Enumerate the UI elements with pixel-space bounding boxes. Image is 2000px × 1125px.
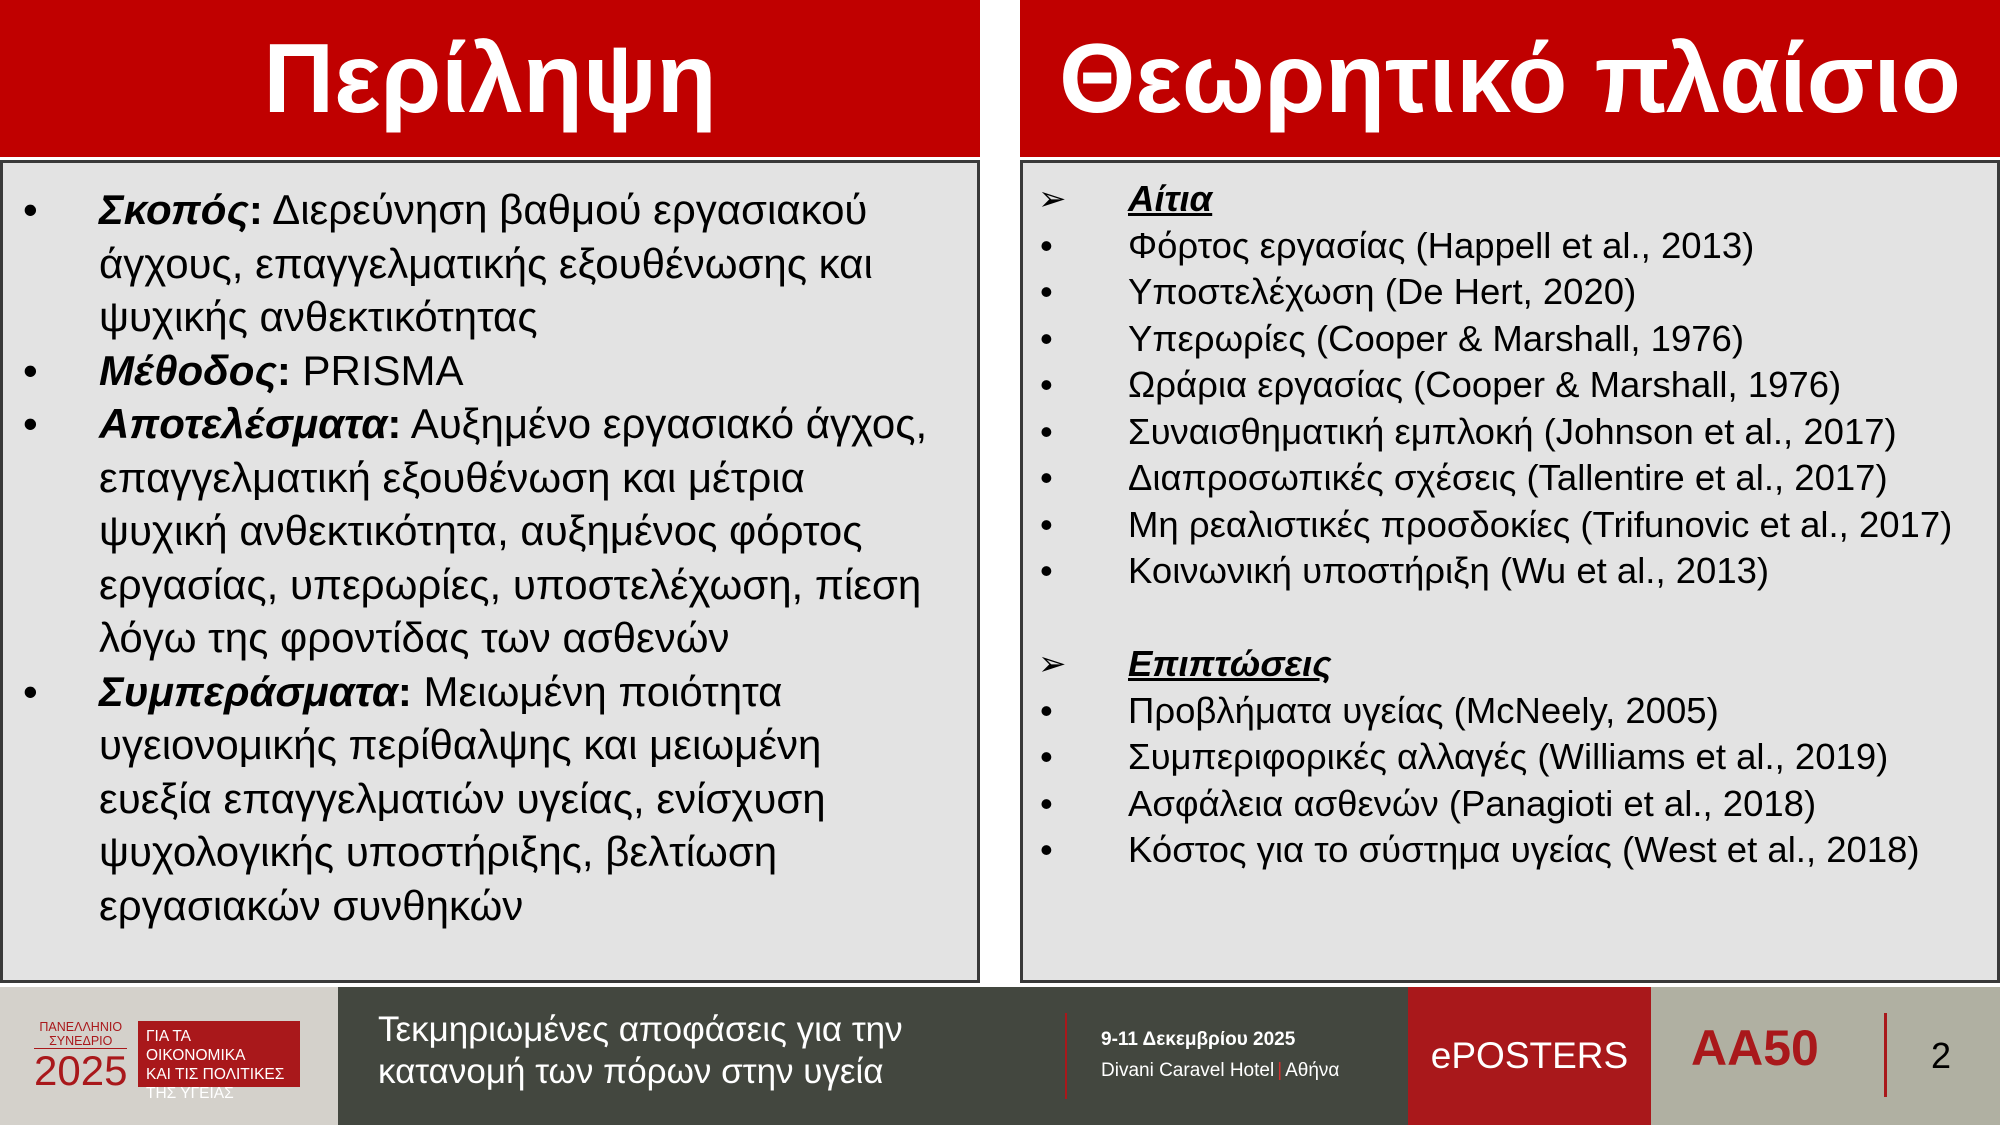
bullet-icon: • — [23, 667, 38, 715]
list-item-text: Μη ρεαλιστικές προσδοκίες (Trifunovic et al., 2017) — [1128, 503, 1953, 545]
summary-label: Συμπεράσματα — [99, 667, 398, 715]
list-item-text: Ασφάλεια ασθενών (Panagioti et al., 2018) — [1128, 782, 1817, 824]
bullet-icon: • — [23, 186, 38, 233]
list-item — [1038, 688, 1998, 735]
logo-box-line: ΓΙΑ ΤΑ ΟΙΚΟΝΟΜΙΚΑ — [146, 1028, 246, 1064]
bullet-icon: • — [1040, 782, 1053, 824]
framework-content — [1038, 176, 1998, 874]
list-item — [1038, 362, 1998, 409]
list-item — [1038, 502, 1998, 549]
page-number: 2 — [1931, 1035, 1952, 1076]
causes-title: Αίτια — [1128, 178, 1213, 219]
list-item — [1038, 734, 1998, 781]
list-item-text: Συμπεριφορικές αλλαγές (Williams et al., 2019) — [1128, 736, 1889, 777]
divider — [1884, 1013, 1887, 1097]
summary-item-results: • Αποτελέσματα: Αυξημένο εργασιακό άγχος, επαγγελματική εξουθένωση και μέτρια ψυχική ανθεκτικότητα, αυξημένος φόρτος εργασίας, υπερωρίες, υποστελέχωση, πίεση λόγω της φροντίδας των ασθενών — [23, 397, 943, 665]
framework-header — [1020, 0, 2000, 157]
list-item-text: Κόστος για το σύστημα υγείας (West et al., 2018) — [1128, 829, 1920, 870]
bullet-icon: • — [1040, 829, 1053, 870]
logo-line-2: ΣΥΝΕΔΡΙΟ — [34, 1034, 127, 1049]
bullet-icon: • — [1040, 224, 1053, 266]
poster-code: ΑΑ50 — [1691, 1020, 1819, 1076]
list-item — [1038, 827, 1998, 874]
list-item — [1038, 223, 1998, 270]
footer-bar — [0, 987, 2000, 1125]
venue-name: Divani Caravel Hotel — [1101, 1060, 1275, 1081]
framework-title: Θεωρητικό πλαίσιο — [1059, 23, 1961, 133]
logo-box-line: ΚΑΙ ΤΙΣ ΠΟΛΙΤΙΚΕΣ — [146, 1066, 285, 1083]
bullet-icon: • — [1040, 457, 1053, 498]
bullet-icon: • — [23, 346, 38, 394]
event-venue — [1101, 1060, 1339, 1082]
list-item — [1038, 455, 1998, 502]
bullet-icon: • — [1040, 503, 1053, 545]
bullet-icon: • — [1040, 550, 1053, 591]
summary-panel — [0, 160, 980, 983]
venue-separator: | — [1277, 1060, 1283, 1081]
conference-tagline — [338, 987, 1065, 1125]
list-item — [1038, 781, 1998, 828]
list-item — [1038, 409, 1998, 456]
list-item-text: Υπερωρίες (Cooper & Marshall, 1976) — [1128, 317, 1744, 359]
summary-title: Περίληψη — [263, 23, 717, 133]
list-item-text: Συναισθηματική εμπλοκή (Johnson et al., 2017) — [1128, 410, 1897, 452]
summary-item-conclusions: • Συμπεράσματα: Μειωμένη ποιότητα υγειονομικής περίθαλψης και μειωμένη ευεξία επαγγελματιών υγείας, ενίσχυση ψυχολογικής υποστήριξης, βελτίωση εργασιακών συνθηκών — [23, 665, 943, 933]
effects-heading — [1038, 641, 1998, 688]
summary-list — [23, 183, 943, 932]
eposters-label — [1408, 987, 1651, 1125]
list-item-text: Προβλήματα υγείας (McNeely, 2005) — [1128, 689, 1719, 731]
logo-year: 2025 — [34, 1047, 128, 1094]
bullet-icon: • — [1040, 271, 1053, 312]
arrow-bullet-icon: ➢ — [1038, 180, 1067, 218]
event-info — [1065, 987, 1408, 1125]
divider — [1065, 1013, 1067, 1099]
bullet-icon: • — [1040, 410, 1053, 452]
arrow-bullet-icon: ➢ — [1038, 645, 1067, 683]
summary-text: Διερεύνηση βαθμού εργασιακού άγχους, επαγγελματικής εξουθένωσης και ψυχικής ανθεκτικότητας — [99, 186, 873, 340]
summary-item-method: • Μέθοδος: PRISMA — [23, 344, 943, 398]
bullet-icon: • — [1040, 317, 1053, 359]
list-item-text: Ωράρια εργασίας (Cooper & Marshall, 1976) — [1128, 364, 1842, 405]
venue-city: Αθήνα — [1285, 1060, 1340, 1081]
summary-item-aim: • Σκοπός: Διερεύνηση βαθμού εργασιακού άγχους, επαγγελματικής εξουθένωσης και ψυχικής ανθεκτικότητας — [23, 183, 943, 344]
framework-panel — [1020, 160, 2000, 983]
logo-subtitle-box — [138, 1021, 300, 1102]
bullet-icon: • — [1040, 364, 1053, 405]
bullet-icon: • — [1040, 736, 1053, 777]
bullet-icon: • — [1040, 689, 1053, 731]
list-item-text: Υποστελέχωση (De Hert, 2020) — [1128, 271, 1637, 312]
summary-text: Αυξημένο εργασιακό άγχος, επαγγελματική εξουθένωση και μέτρια ψυχική ανθεκτικότητα, αυξημένος φόρτος εργασίας, υπερωρίες, υποστελέχωση, πίεση λόγω της φροντίδας των ασθενών — [99, 400, 928, 661]
effects-list — [1038, 688, 1998, 874]
poster-code-area — [1651, 987, 2000, 1125]
list-item — [1038, 316, 1998, 363]
conference-logo — [0, 987, 338, 1125]
summary-label: Μέθοδος — [99, 346, 277, 394]
summary-label: Σκοπός — [99, 186, 249, 233]
summary-text: Μειωμένη ποιότητα υγειονομικής περίθαλψης και μειωμένη ευεξία επαγγελματιών υγείας, ενίσχυση ψυχολογικής υποστήριξης, βελτίωση εργασιακών συνθηκών — [99, 667, 826, 929]
causes-list — [1038, 223, 1998, 595]
list-item — [1038, 269, 1998, 316]
causes-heading — [1038, 176, 1998, 223]
list-item-text: Κοινωνική υποστήριξη (Wu et al., 2013) — [1128, 550, 1770, 591]
list-item-text: Διαπροσωπικές σχέσεις (Tallentire et al., 2017) — [1128, 457, 1888, 498]
tagline-line: Τεκμηριωμένες αποφάσεις για την — [378, 1010, 903, 1049]
summary-label: Αποτελέσματα — [99, 400, 388, 447]
summary-header — [0, 0, 980, 157]
list-item — [1038, 548, 1998, 595]
list-item-text: Φόρτος εργασίας (Happell et al., 2013) — [1128, 224, 1755, 266]
logo-box-line: ΤΗΣ ΥΓΕΙΑΣ — [146, 1085, 234, 1102]
bullet-icon: • — [23, 400, 38, 447]
eposters-text: ePOSTERS — [1430, 1035, 1629, 1076]
event-date: 9-11 Δεκεμβρίου 2025 — [1101, 1029, 1296, 1050]
logo-line-1: ΠΑΝΕΛΛΗΝΙΟ — [39, 1020, 123, 1034]
summary-text: PRISMA — [290, 346, 464, 394]
tagline-line: κατανομή των πόρων στην υγεία — [378, 1052, 884, 1091]
logo-wordmark — [34, 1020, 127, 1093]
effects-title: Επιπτώσεις — [1128, 643, 1332, 684]
